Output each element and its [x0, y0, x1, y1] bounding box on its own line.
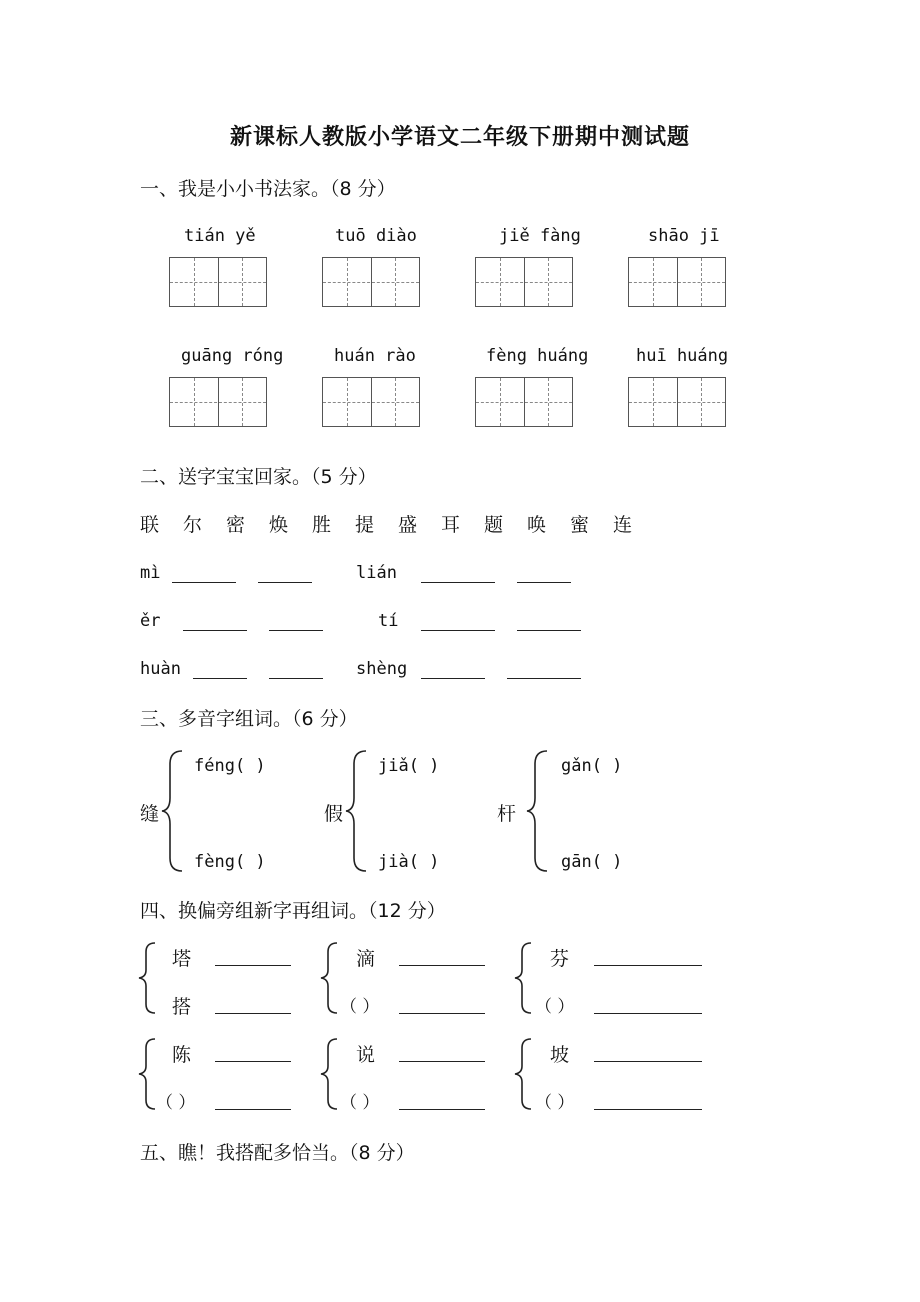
answer-blank[interactable]: [269, 630, 323, 631]
answer-blank[interactable]: [399, 1061, 485, 1062]
base-char: 陈: [172, 1044, 192, 1066]
bank-char: 蜜: [570, 514, 590, 536]
answer-blank[interactable]: [594, 1109, 702, 1110]
polyphone-reading[interactable]: gān( ): [561, 852, 623, 872]
bank-char: 耳: [441, 514, 461, 536]
answer-blank[interactable]: [399, 965, 485, 966]
polyphone-char: 缝: [140, 803, 160, 825]
char-slot[interactable]: （ ）: [535, 1093, 575, 1113]
curly-brace-icon: [525, 748, 551, 874]
curly-brace-icon: [319, 940, 341, 1016]
bank-char: 唤: [527, 514, 547, 536]
char-slot[interactable]: （ ）: [340, 997, 380, 1017]
writing-grid[interactable]: [475, 377, 573, 427]
writing-grid[interactable]: [628, 377, 726, 427]
answer-blank[interactable]: [183, 630, 247, 631]
answer-blank[interactable]: [594, 1013, 702, 1014]
polyphone-char: 假: [324, 803, 344, 825]
writing-grid[interactable]: [169, 257, 267, 307]
pinyin-label: jiě fàng: [499, 226, 581, 246]
polyphone-char: 杆: [497, 803, 517, 825]
base-char: 坡: [550, 1044, 570, 1066]
answer-blank[interactable]: [399, 1013, 485, 1014]
answer-blank[interactable]: [421, 630, 495, 631]
pinyin-label: lián: [356, 563, 397, 583]
char-slot[interactable]: （ ）: [535, 997, 575, 1017]
answer-blank[interactable]: [215, 1013, 291, 1014]
section-1-heading: 一、我是小小书法家。（8 分）: [140, 178, 396, 200]
answer-blank[interactable]: [517, 630, 581, 631]
bank-char: 密: [226, 514, 246, 536]
writing-grid[interactable]: [628, 257, 726, 307]
pinyin-label: tián yě: [184, 226, 256, 246]
answer-blank[interactable]: [421, 678, 485, 679]
section-3-heading: 三、多音字组词。（6 分）: [140, 708, 358, 730]
answer-blank[interactable]: [399, 1109, 485, 1110]
writing-grid[interactable]: [475, 257, 573, 307]
bank-char: 尔: [183, 514, 203, 536]
bank-char: 联: [140, 514, 160, 536]
answer-blank[interactable]: [594, 965, 702, 966]
writing-grid[interactable]: [169, 377, 267, 427]
bank-char: 题: [484, 514, 504, 536]
answer-blank[interactable]: [215, 965, 291, 966]
bank-char: 提: [355, 514, 375, 536]
answer-blank[interactable]: [421, 582, 495, 583]
base-char: 芬: [550, 948, 570, 970]
section-4-heading: 四、换偏旁组新字再组词。（12 分）: [140, 900, 446, 922]
curly-brace-icon: [344, 748, 370, 874]
answer-blank[interactable]: [594, 1061, 702, 1062]
answer-blank[interactable]: [269, 678, 323, 679]
pinyin-label: mì: [140, 563, 161, 583]
answer-blank[interactable]: [172, 582, 236, 583]
pinyin-label: shāo jī: [648, 226, 720, 246]
pinyin-label: tuō diào: [335, 226, 417, 246]
polyphone-reading[interactable]: gǎn( ): [561, 756, 623, 776]
base-char: 搭: [172, 996, 192, 1018]
pinyin-label: huī huáng: [636, 346, 729, 366]
polyphone-reading[interactable]: jiǎ( ): [378, 756, 440, 776]
pinyin-label: shèng: [356, 659, 408, 679]
curly-brace-icon: [160, 748, 186, 874]
writing-grid[interactable]: [322, 377, 420, 427]
pinyin-label: guāng róng: [181, 346, 284, 366]
pinyin-label: huàn: [140, 659, 181, 679]
pinyin-label: tí: [378, 611, 399, 631]
base-char: 说: [356, 1044, 376, 1066]
answer-blank[interactable]: [507, 678, 581, 679]
bank-char: 连: [613, 514, 633, 536]
bank-char: 盛: [398, 514, 418, 536]
answer-blank[interactable]: [215, 1061, 291, 1062]
section-5-heading: 五、瞧！我搭配多恰当。（8 分）: [140, 1142, 415, 1164]
curly-brace-icon: [513, 1036, 535, 1112]
answer-blank[interactable]: [193, 678, 247, 679]
answer-blank[interactable]: [517, 582, 571, 583]
polyphone-reading[interactable]: jià( ): [378, 852, 440, 872]
answer-blank[interactable]: [215, 1109, 291, 1110]
page-title: 新课标人教版小学语文二年级下册期中测试题: [229, 125, 690, 150]
pinyin-label: huán rào: [334, 346, 416, 366]
base-char: 塔: [172, 948, 192, 970]
char-slot[interactable]: （ ）: [156, 1093, 196, 1113]
polyphone-reading[interactable]: fèng( ): [194, 852, 266, 872]
polyphone-reading[interactable]: féng( ): [194, 756, 266, 776]
character-bank: [140, 510, 656, 537]
curly-brace-icon: [137, 940, 159, 1016]
writing-grid[interactable]: [322, 257, 420, 307]
curly-brace-icon: [319, 1036, 341, 1112]
char-slot[interactable]: （ ）: [340, 1093, 380, 1113]
bank-char: 焕: [269, 514, 289, 536]
curly-brace-icon: [513, 940, 535, 1016]
pinyin-label: fèng huáng: [486, 346, 589, 366]
answer-blank[interactable]: [258, 582, 312, 583]
bank-char: 胜: [312, 514, 332, 536]
section-2-heading: 二、送字宝宝回家。（5 分）: [140, 466, 377, 488]
pinyin-label: ěr: [140, 611, 161, 631]
base-char: 滴: [356, 948, 376, 970]
